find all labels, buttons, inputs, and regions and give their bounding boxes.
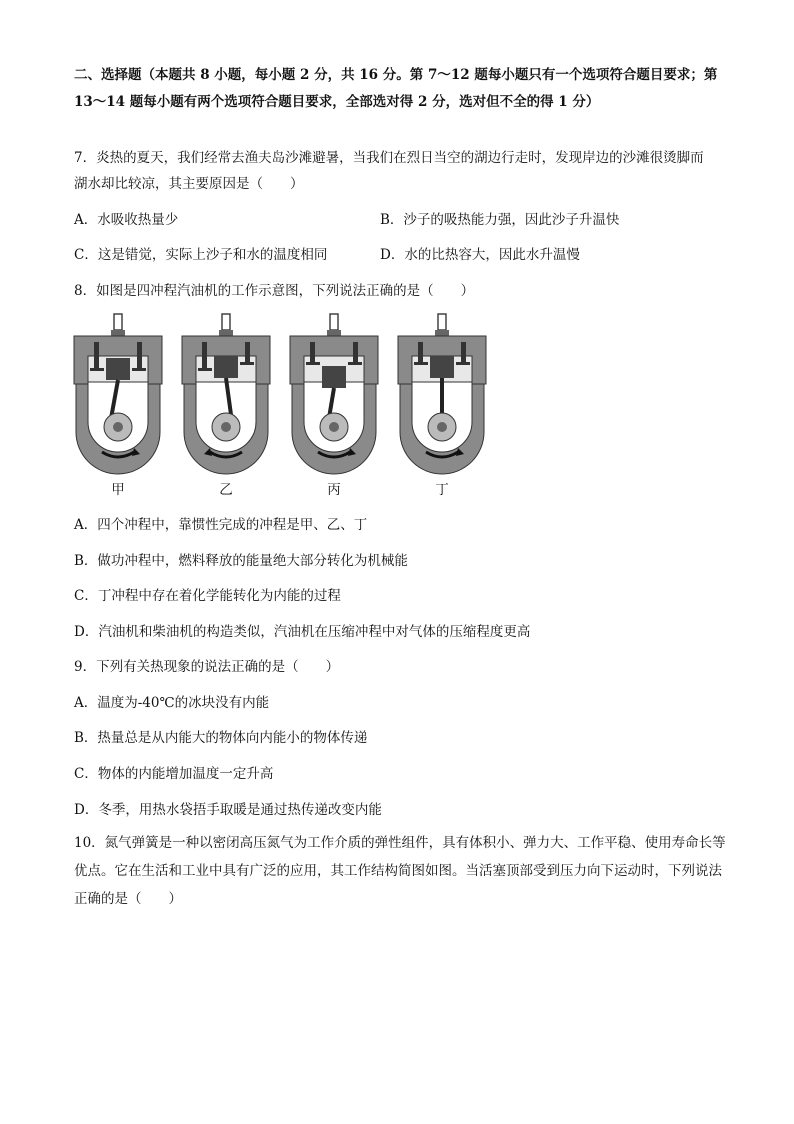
q7-option-b: B．沙子的吸热能力强，因此沙子升温快 — [380, 212, 620, 228]
engine-label-ding: 丁 — [435, 482, 449, 498]
q9-option-c: C．物体的内能增加温度一定升高 — [74, 766, 274, 782]
engine-strokes-figure — [70, 312, 470, 502]
engine-bing-drawing — [286, 312, 382, 477]
engine-label-jia: 甲 — [111, 482, 125, 498]
engine-label-yi: 乙 — [219, 482, 233, 498]
q8-stem: 8．如图是四冲程汽油机的工作示意图，下列说法正确的是（ ） — [74, 283, 475, 299]
q10-stem: 10．氮气弹簧是一种以密闭高压氮气为工作介质的弹性组件，具有体积小、弹力大、工作平稳、使用寿命长等优点。它在生活和工业中具有广泛的应用，其工作结构简图如图。当活塞顶部受到压力向下运动时，下列说法正确的是（ ） — [74, 835, 726, 907]
q7-stem-line2: 湖水却比较凉，其主要原因是（ ） — [74, 176, 304, 192]
q7-stem-line1: 7．炎热的夏天，我们经常去渔夫岛沙滩避暑，当我们在烈日当空的湖边行走时，发现岸边的沙滩很烫脚而 — [74, 150, 704, 166]
q9-stem: 9．下列有关热现象的说法正确的是（ ） — [74, 659, 340, 675]
q8-option-c: C．丁冲程中存在着化学能转化为内能的过程 — [74, 588, 341, 604]
engine-diagram-ding — [394, 312, 490, 498]
q9-option-b: B．热量总是从内能大的物体向内能小的物体传递 — [74, 730, 368, 746]
engine-ding-drawing — [394, 312, 490, 477]
engine-label-bing: 丙 — [327, 482, 341, 498]
engine-yi-drawing — [178, 312, 274, 477]
engine-diagram-jia — [70, 312, 166, 498]
q9-option-a: A．温度为-40℃的冰块没有内能 — [74, 695, 270, 711]
engine-diagram-yi — [178, 312, 274, 498]
q7-option-c: C．这是错觉，实际上沙子和水的温度相同 — [74, 247, 328, 263]
engine-jia-drawing — [70, 312, 166, 477]
q8-option-d: D．汽油机和柴油机的构造类似，汽油机在压缩冲程中对气体的压缩程度更高 — [74, 624, 531, 640]
q8-option-b: B．做功冲程中，燃料释放的能量绝大部分转化为机械能 — [74, 553, 408, 569]
q7-option-a: A．水吸收热量少 — [74, 212, 179, 228]
q9-option-d: D．冬季，用热水袋捂手取暖是通过热传递改变内能 — [74, 802, 382, 818]
q8-option-a: A．四个冲程中，靠惯性完成的冲程是甲、乙、丁 — [74, 517, 368, 533]
engine-diagram-bing — [286, 312, 382, 498]
section-heading: 二、选择题（本题共 8 小题，每小题 2 分，共 16 分。第 7～12 题每小题只有一个选项符合题目要求；第 13～14 题每小题有两个选项符合题目要求，全部选对得 2 分，选对但不全的得 1 分） — [74, 67, 718, 110]
q7-option-d: D．水的比热容大，因此水升温慢 — [380, 247, 580, 263]
